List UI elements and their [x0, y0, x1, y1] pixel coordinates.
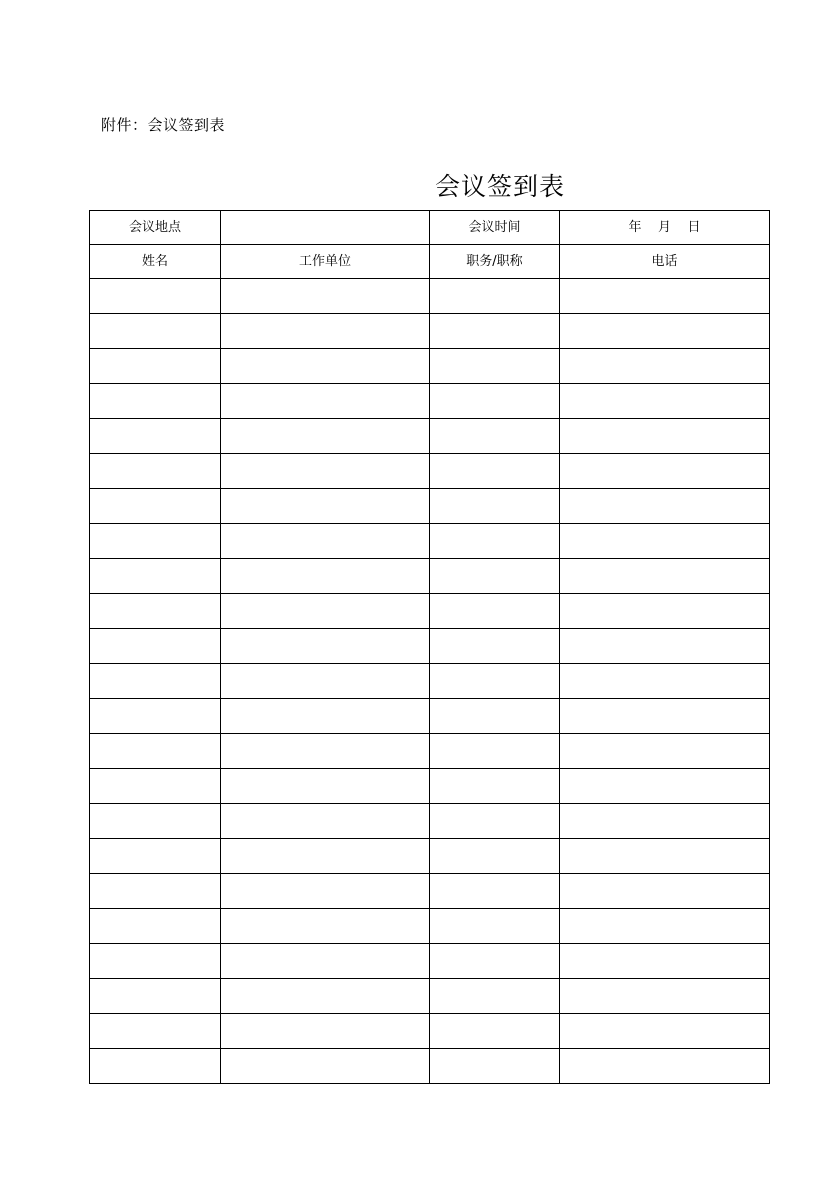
name-cell[interactable]: [90, 909, 221, 944]
phone-cell[interactable]: [560, 769, 770, 804]
table-row: [90, 734, 770, 769]
table-row: [90, 629, 770, 664]
meeting-info-row: [90, 211, 770, 245]
phone-cell[interactable]: [560, 559, 770, 594]
table-row: [90, 839, 770, 874]
name-cell[interactable]: [90, 384, 221, 419]
phone-cell[interactable]: [560, 489, 770, 524]
name-cell[interactable]: [90, 699, 221, 734]
name-cell[interactable]: [90, 839, 221, 874]
position-cell[interactable]: [430, 664, 560, 699]
table-row: [90, 559, 770, 594]
position-cell[interactable]: [430, 979, 560, 1014]
organization-cell[interactable]: [221, 1049, 430, 1084]
position-cell[interactable]: [430, 909, 560, 944]
table-row: [90, 314, 770, 349]
table-row: [90, 594, 770, 629]
name-cell[interactable]: [90, 454, 221, 489]
table-row: [90, 804, 770, 839]
position-cell[interactable]: [430, 1049, 560, 1084]
organization-cell[interactable]: [221, 629, 430, 664]
organization-cell[interactable]: [221, 769, 430, 804]
position-cell[interactable]: [430, 874, 560, 909]
phone-cell[interactable]: [560, 874, 770, 909]
phone-cell[interactable]: [560, 1014, 770, 1049]
position-cell[interactable]: [430, 419, 560, 454]
position-cell[interactable]: [430, 769, 560, 804]
name-cell[interactable]: [90, 734, 221, 769]
position-cell[interactable]: [430, 1014, 560, 1049]
table-row: [90, 524, 770, 559]
table-header-row: [90, 245, 770, 279]
name-cell[interactable]: [90, 349, 221, 384]
position-cell[interactable]: [430, 699, 560, 734]
phone-cell[interactable]: [560, 314, 770, 349]
name-cell[interactable]: [90, 594, 221, 629]
position-cell[interactable]: [430, 384, 560, 419]
table-row: [90, 454, 770, 489]
column-header-organization: 工作单位: [221, 245, 430, 279]
phone-cell[interactable]: [560, 979, 770, 1014]
position-cell[interactable]: [430, 839, 560, 874]
phone-cell[interactable]: [560, 909, 770, 944]
organization-cell[interactable]: [221, 1014, 430, 1049]
location-label: 会议地点: [90, 211, 221, 245]
column-header-phone: 电话: [560, 245, 770, 279]
table-row: [90, 979, 770, 1014]
phone-cell[interactable]: [560, 839, 770, 874]
organization-cell[interactable]: [221, 559, 430, 594]
position-cell[interactable]: [430, 524, 560, 559]
name-cell[interactable]: [90, 804, 221, 839]
table-row: [90, 279, 770, 314]
time-label: 会议时间: [430, 211, 560, 245]
organization-cell[interactable]: [221, 349, 430, 384]
phone-cell[interactable]: [560, 384, 770, 419]
name-cell[interactable]: [90, 979, 221, 1014]
sign-in-table: [89, 210, 770, 1084]
phone-cell[interactable]: [560, 664, 770, 699]
phone-cell[interactable]: [560, 524, 770, 559]
page-title: 会议签到表: [434, 172, 565, 201]
location-field[interactable]: [221, 211, 430, 245]
organization-cell[interactable]: [221, 279, 430, 314]
table-row: [90, 489, 770, 524]
name-cell[interactable]: [90, 664, 221, 699]
phone-cell[interactable]: [560, 349, 770, 384]
attachment-label: 附件：会议签到表: [101, 116, 226, 134]
organization-cell[interactable]: [221, 699, 430, 734]
name-cell[interactable]: [90, 769, 221, 804]
column-header-position: 职务/职称: [430, 245, 560, 279]
organization-cell[interactable]: [221, 804, 430, 839]
table-row: [90, 419, 770, 454]
position-cell[interactable]: [430, 279, 560, 314]
phone-cell[interactable]: [560, 699, 770, 734]
name-cell[interactable]: [90, 1014, 221, 1049]
table-row: [90, 944, 770, 979]
position-cell[interactable]: [430, 804, 560, 839]
position-cell[interactable]: [430, 454, 560, 489]
name-cell[interactable]: [90, 944, 221, 979]
organization-cell[interactable]: [221, 524, 430, 559]
name-cell[interactable]: [90, 629, 221, 664]
table-row: [90, 909, 770, 944]
phone-cell[interactable]: [560, 804, 770, 839]
organization-cell[interactable]: [221, 944, 430, 979]
name-cell[interactable]: [90, 559, 221, 594]
phone-cell[interactable]: [560, 629, 770, 664]
position-cell[interactable]: [430, 559, 560, 594]
name-cell[interactable]: [90, 279, 221, 314]
organization-cell[interactable]: [221, 489, 430, 524]
organization-cell[interactable]: [221, 874, 430, 909]
name-cell[interactable]: [90, 524, 221, 559]
organization-cell[interactable]: [221, 979, 430, 1014]
table-row: [90, 874, 770, 909]
name-cell[interactable]: [90, 874, 221, 909]
organization-cell[interactable]: [221, 454, 430, 489]
column-header-name: 姓名: [90, 245, 221, 279]
position-cell[interactable]: [430, 629, 560, 664]
table-row: [90, 384, 770, 419]
table-row: [90, 349, 770, 384]
phone-cell[interactable]: [560, 944, 770, 979]
name-cell[interactable]: [90, 314, 221, 349]
phone-cell[interactable]: [560, 279, 770, 314]
position-cell[interactable]: [430, 489, 560, 524]
position-cell[interactable]: [430, 314, 560, 349]
table-row: [90, 664, 770, 699]
name-cell[interactable]: [90, 419, 221, 454]
phone-cell[interactable]: [560, 734, 770, 769]
organization-cell[interactable]: [221, 839, 430, 874]
position-cell[interactable]: [430, 734, 560, 769]
phone-cell[interactable]: [560, 419, 770, 454]
table-row: [90, 1049, 770, 1084]
organization-cell[interactable]: [221, 314, 430, 349]
phone-cell[interactable]: [560, 454, 770, 489]
table-row: [90, 1014, 770, 1049]
organization-cell[interactable]: [221, 384, 430, 419]
table-row: [90, 769, 770, 804]
organization-cell[interactable]: [221, 734, 430, 769]
phone-cell[interactable]: [560, 594, 770, 629]
name-cell[interactable]: [90, 489, 221, 524]
date-field[interactable]: 年 月 日: [560, 211, 770, 245]
position-cell[interactable]: [430, 349, 560, 384]
organization-cell[interactable]: [221, 419, 430, 454]
table-row: [90, 699, 770, 734]
organization-cell[interactable]: [221, 664, 430, 699]
name-cell[interactable]: [90, 1049, 221, 1084]
position-cell[interactable]: [430, 594, 560, 629]
organization-cell[interactable]: [221, 594, 430, 629]
position-cell[interactable]: [430, 944, 560, 979]
phone-cell[interactable]: [560, 1049, 770, 1084]
organization-cell[interactable]: [221, 909, 430, 944]
